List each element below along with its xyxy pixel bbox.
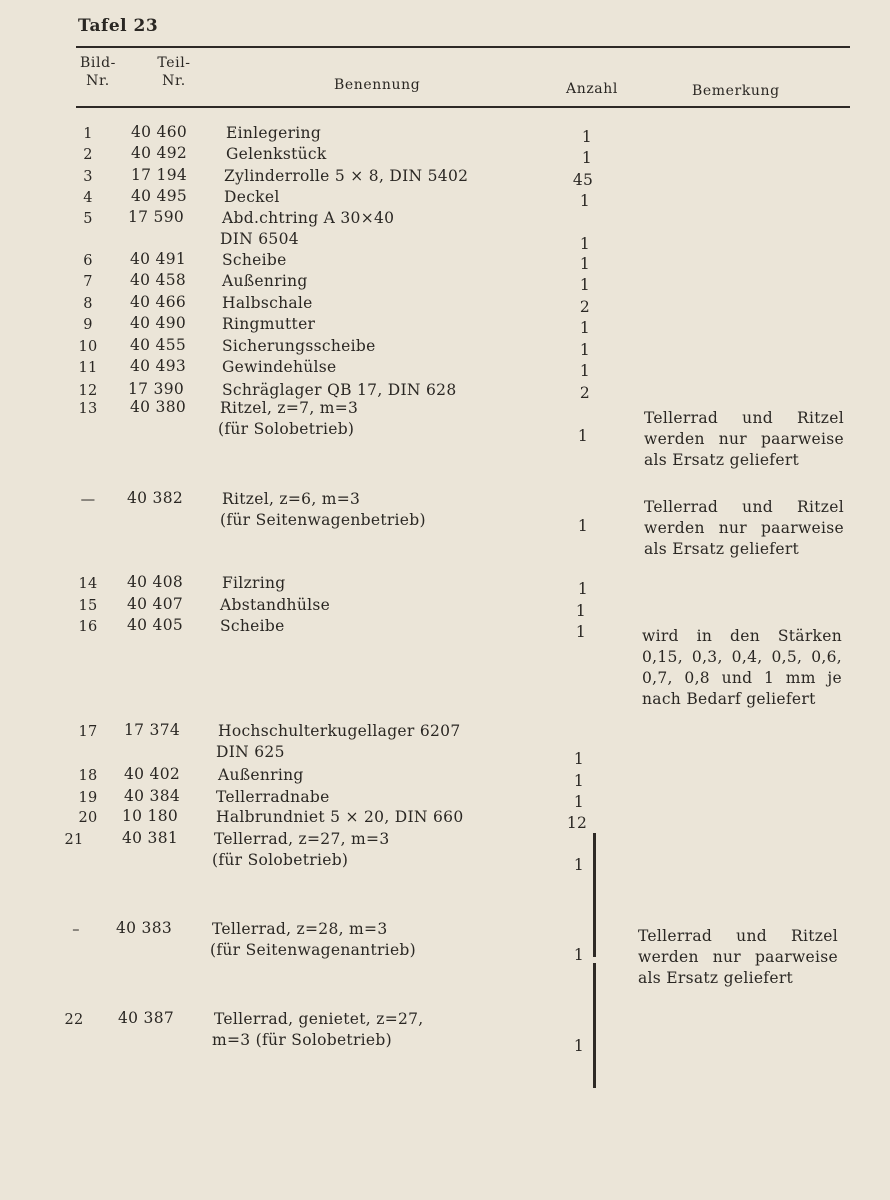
row-teil-nr: 17 390 xyxy=(128,380,185,398)
row-bild-nr: 16 xyxy=(78,619,98,635)
row-anzahl: 1 xyxy=(575,602,587,620)
row-anzahl: 1 xyxy=(579,341,591,359)
row-benennung: Gewindehülse xyxy=(222,358,337,376)
bracket-line-upper xyxy=(593,833,596,957)
row-bild-nr: 9 xyxy=(83,317,93,333)
row-benennung: Deckel xyxy=(224,188,280,206)
row-anzahl: 1 xyxy=(581,149,593,167)
row-anzahl: 1 xyxy=(573,750,585,768)
remark-pair-tellerrad: Tellerrad und Ritzel werden nur paarweise als Ersatz geliefert xyxy=(638,927,838,987)
row-bild-nr: 7 xyxy=(83,274,93,290)
header-top-rule xyxy=(76,46,850,48)
row-teil-nr: 40 382 xyxy=(127,489,184,507)
header-bemerkung: Bemerkung xyxy=(692,83,780,99)
row-benennung: Abd.chtring A 30×40 xyxy=(222,209,395,227)
row-teil-nr: 40 407 xyxy=(127,595,184,613)
row-benennung: Ringmutter xyxy=(222,315,316,333)
row-bild-nr: 22 xyxy=(64,1012,84,1028)
row-teil-nr: 40 460 xyxy=(131,123,188,141)
row-benennung: Tellerrad, z=28, m=3 xyxy=(212,920,388,938)
row-teil-nr: 40 408 xyxy=(127,573,184,591)
row-anzahl: 2 xyxy=(579,384,591,402)
row-anzahl: 1 xyxy=(573,772,585,790)
row-teil-nr: 40 384 xyxy=(124,787,181,805)
row-anzahl: 1 xyxy=(579,276,591,294)
row-anzahl: 1 xyxy=(579,319,591,337)
row-bild-nr: 1 xyxy=(83,126,93,142)
row-benennung: Außenring xyxy=(218,766,304,784)
row-bild-nr: 5 xyxy=(83,211,93,227)
row-teil-nr: 17 590 xyxy=(128,208,185,226)
row-benennung-line2: (für Solobetrieb) xyxy=(218,420,355,438)
row-teil-nr: 40 493 xyxy=(130,357,187,375)
row-bild-nr: 19 xyxy=(78,790,98,806)
row-anzahl: 1 xyxy=(573,793,585,811)
row-benennung: Ritzel, z=6, m=3 xyxy=(222,490,361,508)
row-anzahl: 1 xyxy=(579,362,591,380)
page-title: Tafel 23 xyxy=(78,16,159,36)
row-teil-nr: 40 491 xyxy=(130,250,187,268)
row-bild-nr: 15 xyxy=(78,598,98,614)
row-benennung: Tellerrad, z=27, m=3 xyxy=(214,830,390,848)
row-anzahl: 1 xyxy=(577,517,589,535)
row-anzahl: 1 xyxy=(579,255,591,273)
row-teil-nr: 10 180 xyxy=(122,807,179,825)
row-bild-nr: 14 xyxy=(78,576,98,592)
row-bild-nr: 10 xyxy=(78,339,98,355)
row-benennung: Abstandhülse xyxy=(220,596,331,614)
row-benennung: Sicherungsscheibe xyxy=(222,337,376,355)
row-teil-nr: 40 492 xyxy=(131,144,188,162)
row-bild-nr: — xyxy=(80,492,96,508)
row-benennung-line2: m=3 (für Solobetrieb) xyxy=(212,1031,392,1049)
row-benennung-line2: (für Seitenwagenantrieb) xyxy=(210,941,416,959)
row-benennung: Filzring xyxy=(222,574,286,592)
row-anzahl: 1 xyxy=(573,856,585,874)
row-anzahl: 1 xyxy=(577,427,589,445)
row-anzahl: 1 xyxy=(573,946,585,964)
header-bild-nr: Bild- Nr. xyxy=(80,55,116,89)
row-bild-nr: 4 xyxy=(83,190,93,206)
row-bild-nr: 12 xyxy=(78,383,98,399)
row-benennung: Einlegering xyxy=(226,124,322,142)
row-anzahl: 1 xyxy=(575,623,587,641)
row-benennung: Scheibe xyxy=(222,251,287,269)
header-benennung: Benennung xyxy=(334,77,421,93)
row-bild-nr: 8 xyxy=(83,296,93,312)
row-anzahl: 1 xyxy=(579,192,591,210)
row-teil-nr: 40 383 xyxy=(116,919,173,937)
row-teil-nr: 40 380 xyxy=(130,398,187,416)
row-benennung: Schräglager QB 17, DIN 628 xyxy=(222,381,457,399)
row-anzahl: 2 xyxy=(579,298,591,316)
row-bild-nr: 20 xyxy=(78,810,98,826)
row-bild-nr: – xyxy=(72,922,80,938)
row-benennung: Tellerrad, genietet, z=27, xyxy=(214,1010,424,1028)
remark-pair-ritzel-1: Tellerrad und Ritzel werden nur paarweise als Ersatz geliefert xyxy=(644,409,844,469)
row-benennung: Halbrundniet 5 × 20, DIN 660 xyxy=(216,808,464,826)
row-benennung-line2: (für Seitenwagenbetrieb) xyxy=(220,511,426,529)
row-teil-nr: 40 455 xyxy=(130,336,187,354)
row-teil-nr: 40 381 xyxy=(122,829,179,847)
row-anzahl: 1 xyxy=(573,1037,585,1055)
row-anzahl: 1 xyxy=(579,235,591,253)
row-anzahl: 1 xyxy=(577,580,589,598)
row-benennung: Gelenkstück xyxy=(226,145,327,163)
row-benennung: Halbschale xyxy=(222,294,313,312)
row-bild-nr: 3 xyxy=(83,169,93,185)
header-bottom-rule xyxy=(76,106,850,108)
header-teil-nr: Teil- Nr. xyxy=(157,55,191,89)
row-teil-nr: 40 402 xyxy=(124,765,181,783)
row-bild-nr: 6 xyxy=(83,253,93,269)
row-bild-nr: 13 xyxy=(78,401,98,417)
row-benennung-line2: DIN 6504 xyxy=(220,230,299,248)
row-teil-nr: 40 495 xyxy=(131,187,188,205)
row-benennung: Zylinderrolle 5 × 8, DIN 5402 xyxy=(224,167,469,185)
remark-pair-ritzel-2: Tellerrad und Ritzel werden nur paarweise als Ersatz geliefert xyxy=(644,498,844,558)
row-benennung: Tellerradnabe xyxy=(216,788,330,806)
row-benennung: Außenring xyxy=(222,272,308,290)
row-anzahl: 45 xyxy=(572,171,594,189)
row-benennung: Ritzel, z=7, m=3 xyxy=(220,399,359,417)
row-anzahl: 12 xyxy=(566,814,588,832)
row-teil-nr: 17 194 xyxy=(131,166,188,184)
row-bild-nr: 18 xyxy=(78,768,98,784)
row-bild-nr: 17 xyxy=(78,724,98,740)
row-benennung-line2: (für Solobetrieb) xyxy=(212,851,349,869)
row-teil-nr: 17 374 xyxy=(124,721,181,739)
row-bild-nr: 2 xyxy=(83,147,93,163)
row-benennung-line2: DIN 625 xyxy=(216,743,285,761)
row-bild-nr: 21 xyxy=(64,832,84,848)
row-benennung: Hochschulterkugellager 6207 xyxy=(218,722,461,740)
row-benennung: Scheibe xyxy=(220,617,285,635)
row-bild-nr: 11 xyxy=(78,360,98,376)
row-teil-nr: 40 466 xyxy=(130,293,187,311)
row-teil-nr: 40 490 xyxy=(130,314,187,332)
bracket-line-lower xyxy=(593,963,596,1088)
row-teil-nr: 40 405 xyxy=(127,616,184,634)
row-teil-nr: 40 458 xyxy=(130,271,187,289)
header-anzahl: Anzahl xyxy=(566,81,618,97)
row-teil-nr: 40 387 xyxy=(118,1009,175,1027)
remark-scheibe-thickness: wird in den Stärken 0,15, 0,3, 0,4, 0,5, 0,6, 0,7, 0,8 und 1 mm je nach Bedarf geliefert xyxy=(642,627,842,708)
row-anzahl: 1 xyxy=(581,128,593,146)
